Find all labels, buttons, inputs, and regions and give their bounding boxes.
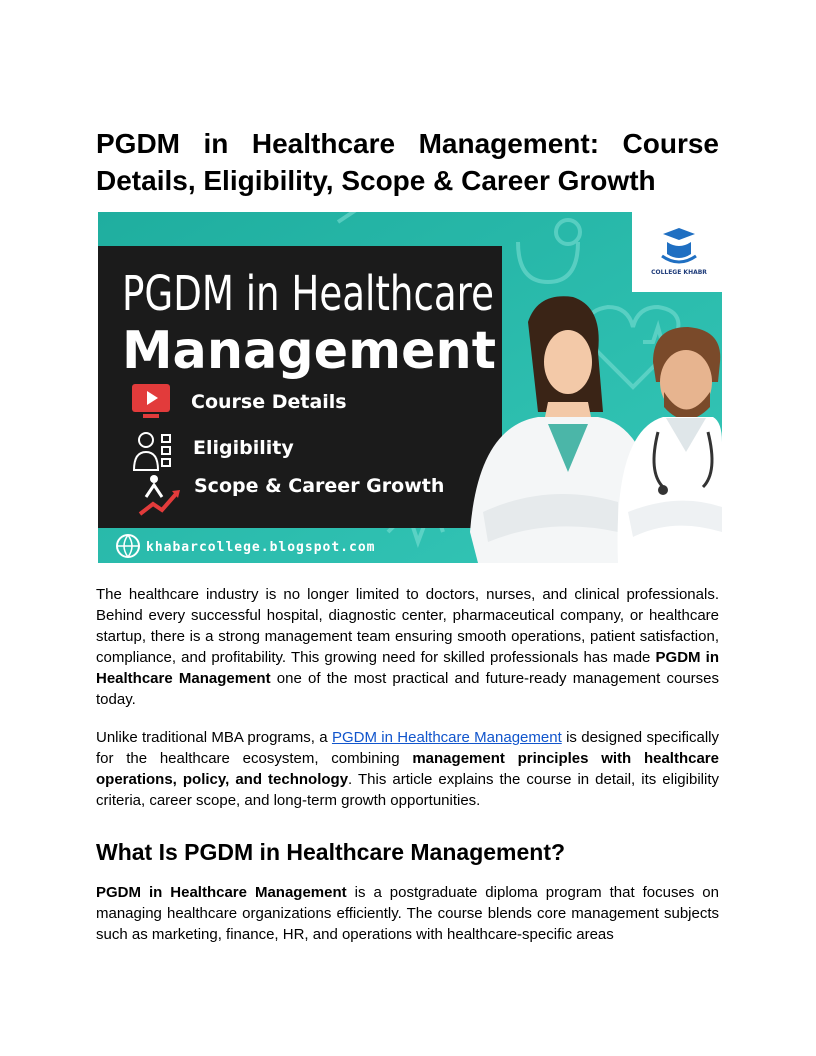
definition-bold-text: PGDM in Healthcare Management: [96, 884, 347, 901]
intro-text-end: one of the most practical and future-ready management courses today.: [96, 670, 720, 708]
section-heading: What Is PGDM in Healthcare Management?: [96, 839, 566, 865]
hero-item-scope: Scope & Career Growth: [194, 475, 445, 497]
comparison-paragraph: [96, 727, 719, 811]
hero-heading-line-2: Management: [122, 321, 496, 381]
hero-item-eligibility: Eligibility: [193, 437, 294, 459]
hero-heading-line-1: PGDM in Healthcare: [122, 266, 494, 322]
intro-bold-text: PGDM in Healthcare Management: [96, 649, 719, 687]
comparison-text: Unlike traditional MBA programs, a: [96, 729, 332, 746]
definition-paragraph: [96, 882, 719, 945]
comparison-text-middle: is designed specifically for the healthcare ecosystem, combining: [96, 729, 719, 767]
pgdm-healthcare-link[interactable]: PGDM in Healthcare Management: [331, 729, 562, 746]
title-line-1: PGDM in Healthcare Management: Course: [96, 128, 719, 159]
document-title: [96, 125, 719, 199]
hero-banner-image: [98, 212, 722, 563]
logo-text: COLLEGE KHABR: [651, 269, 707, 276]
title-line-2: Details, Eligibility, Scope & Career Growth: [96, 165, 656, 196]
hero-item-course-details: Course Details: [191, 391, 347, 413]
definition-text: is a postgraduate diploma program that focuses on managing healthcare organizations efficiently. The course blends core management subjects such as marketing, finance, HR, and operations with healthcare-specific areas: [96, 884, 719, 943]
comparison-bold-text: management principles with healthcare operations, policy, and technology: [96, 750, 719, 788]
intro-paragraph: [96, 584, 719, 710]
comparison-text-end: . This article explains the course in detail, its eligibility criteria, career scope, and long-term growth opportunities.: [96, 771, 719, 809]
intro-text: The healthcare industry is no longer limited to doctors, nurses, and clinical professionals. Behind every successful hospital, diagnostic center, pharmaceutical company, or healthcare startup, there is a strong management team ensuring smooth operations, patient satisfaction, compliance, and profitability. This growing need for skilled professionals has made: [96, 586, 719, 666]
website-url: khabarcollege.blogspot.com: [146, 540, 376, 555]
